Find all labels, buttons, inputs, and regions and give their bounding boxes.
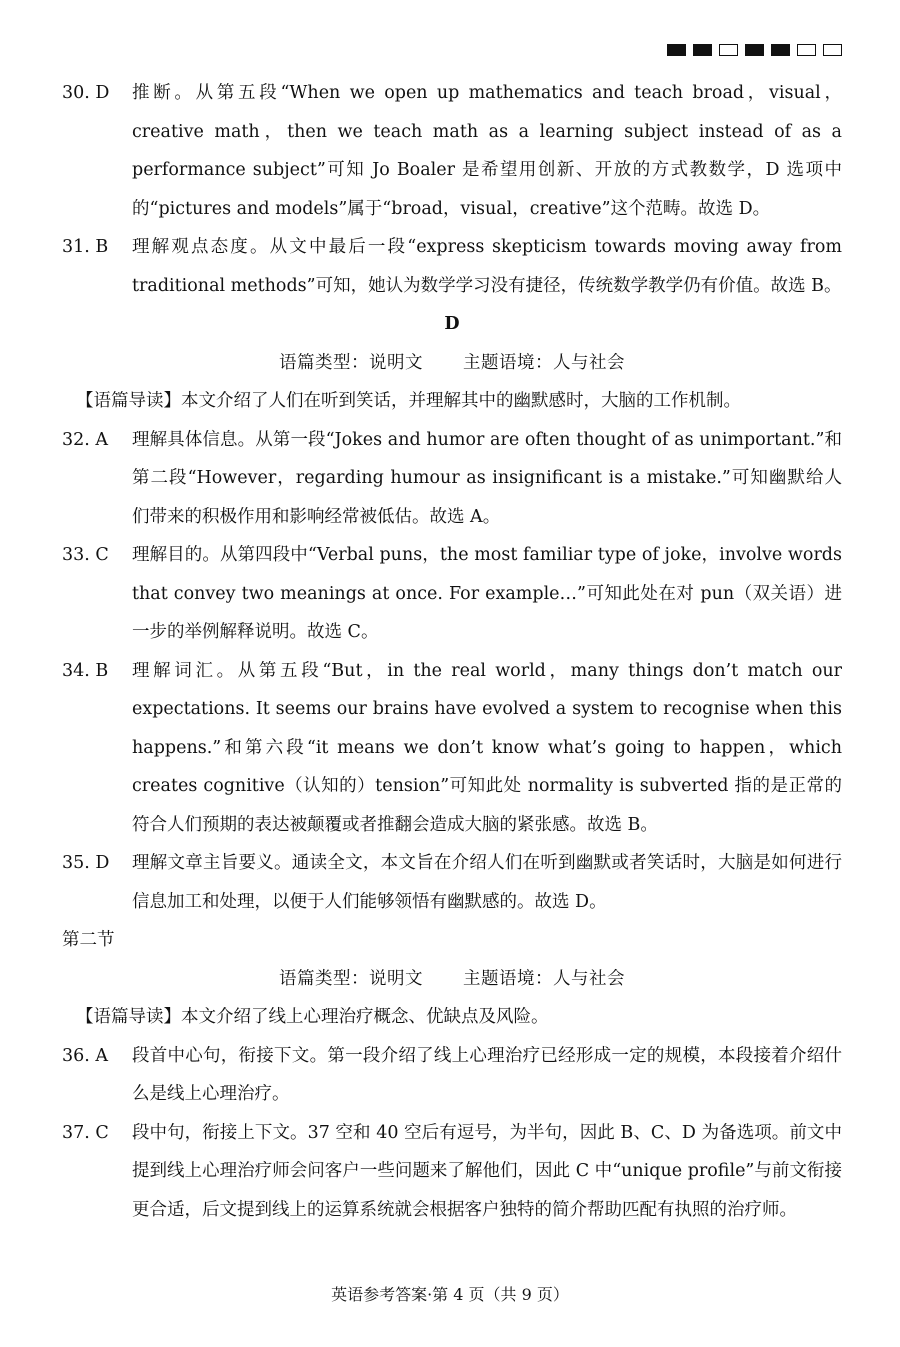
passage-type: 语篇类型：说明文: [279, 352, 423, 373]
answer-explanation: 段中句，衔接上下文。37 空和 40 空后有逗号，为半句，因此 B、C、D 为备选项。前文中提到线上心理治疗师会问客户一些问题来了解他们，因此 C 中“unique profile”与前文衔接更合适，后文提到线上的运算系统就会根据客户独特的简介帮助匹配有执照的治疗师。: [132, 1122, 842, 1220]
passage-theme: 主题语境：人与社会: [463, 968, 625, 989]
answer-number: 37. C: [62, 1122, 109, 1143]
passage-guide: 【语篇导读】本文介绍了线上心理治疗概念、优缺点及风险。: [76, 1007, 549, 1027]
answer-item: [62, 1114, 842, 1230]
passage-type: 语篇类型：说明文: [279, 968, 423, 989]
filled-square: [693, 44, 712, 56]
answer-explanation: 推断。从第五段“When we open up mathematics and teach broad，visual，creative math，then we teach math as a learning subject instead of as a performance subject”可知 Jo Boaler 是希望用创新、开放的方式教数学，D 选项中的“pictures and models”属于“broad，visual，creative”这个范畴。故选 D。: [132, 83, 842, 219]
answer-item: [62, 536, 842, 652]
answer-item: [62, 652, 842, 845]
empty-square: [719, 44, 738, 56]
answer-explanation: 理解观点态度。从文中最后一段“express skepticism towards moving away from traditional methods”可知，她认为数学学习没有捷径，传统数学教学仍有价值。故选 B。: [132, 237, 842, 296]
section-title: 第二节: [62, 930, 115, 950]
answer-number: 31. B: [62, 237, 109, 257]
answer-item: [62, 844, 842, 921]
empty-square: [823, 44, 842, 56]
answer-number: 32. A: [62, 429, 109, 450]
answer-explanation: 段首中心句，衔接下文。第一段介绍了线上心理治疗已经形成一定的规模，本段接着介绍什么是线上心理治疗。: [132, 1045, 842, 1104]
passage-letter: D: [444, 314, 460, 334]
answer-explanation: 理解词汇。从第五段“But，in the real world，many things don’t match our expectations. It seems our brains have evolved a system to recognise when this happens.”和第六段“it means we don’t know what’s going to happen，which creates cognitive（认知的）tension”可知此处 normality is subverted 指的是正常的符合人们预期的表达被颠覆或者推翻会造成大脑的紧张感。故选 B。: [132, 660, 842, 835]
empty-square: [797, 44, 816, 56]
passage-meta: [62, 960, 842, 999]
answer-explanation: 理解具体信息。从第一段“Jokes and humor are often thought of as unimportant.”和第二段“However，regarding humour as insignificant is a mistake.”可知幽默给人们带来的积极作用和影响经常被低估。故选 A。: [132, 429, 842, 527]
passage-theme: 主题语境：人与社会: [463, 352, 625, 373]
passage-meta: [62, 344, 842, 383]
page-footer: 英语参考答案·第 4 页（共 9 页）: [331, 1285, 569, 1304]
answer-item: [62, 228, 842, 305]
answer-explanation: 理解文章主旨要义。通读全文，本文旨在介绍人们在听到幽默或者笑话时，大脑是如何进行信息加工和处理，以便于人们能够领悟有幽默感的。故选 D。: [132, 853, 842, 912]
answer-item: [62, 74, 842, 228]
answer-content: [62, 74, 842, 1229]
answer-item: [62, 1037, 842, 1114]
passage-guide: 【语篇导读】本文介绍了人们在听到笑话，并理解其中的幽默感时，大脑的工作机制。: [76, 391, 741, 411]
answer-explanation: 理解目的。从第四段中“Verbal puns，the most familiar type of joke，involve words that convey two meanings at once. For example…”可知此处在对 pun（双关语）进一步的举例解释说明。故选 C。: [132, 545, 842, 642]
answer-number: 30. D: [62, 83, 110, 103]
answer-number: 33. C: [62, 545, 109, 565]
filled-square: [667, 44, 686, 56]
filled-square: [771, 44, 790, 56]
answer-number: 34. B: [62, 660, 109, 681]
answer-item: [62, 421, 842, 537]
filled-square: [745, 44, 764, 56]
answer-number: 36. A: [62, 1045, 109, 1066]
page-progress-squares: [667, 44, 842, 56]
answer-number: 35. D: [62, 853, 110, 873]
